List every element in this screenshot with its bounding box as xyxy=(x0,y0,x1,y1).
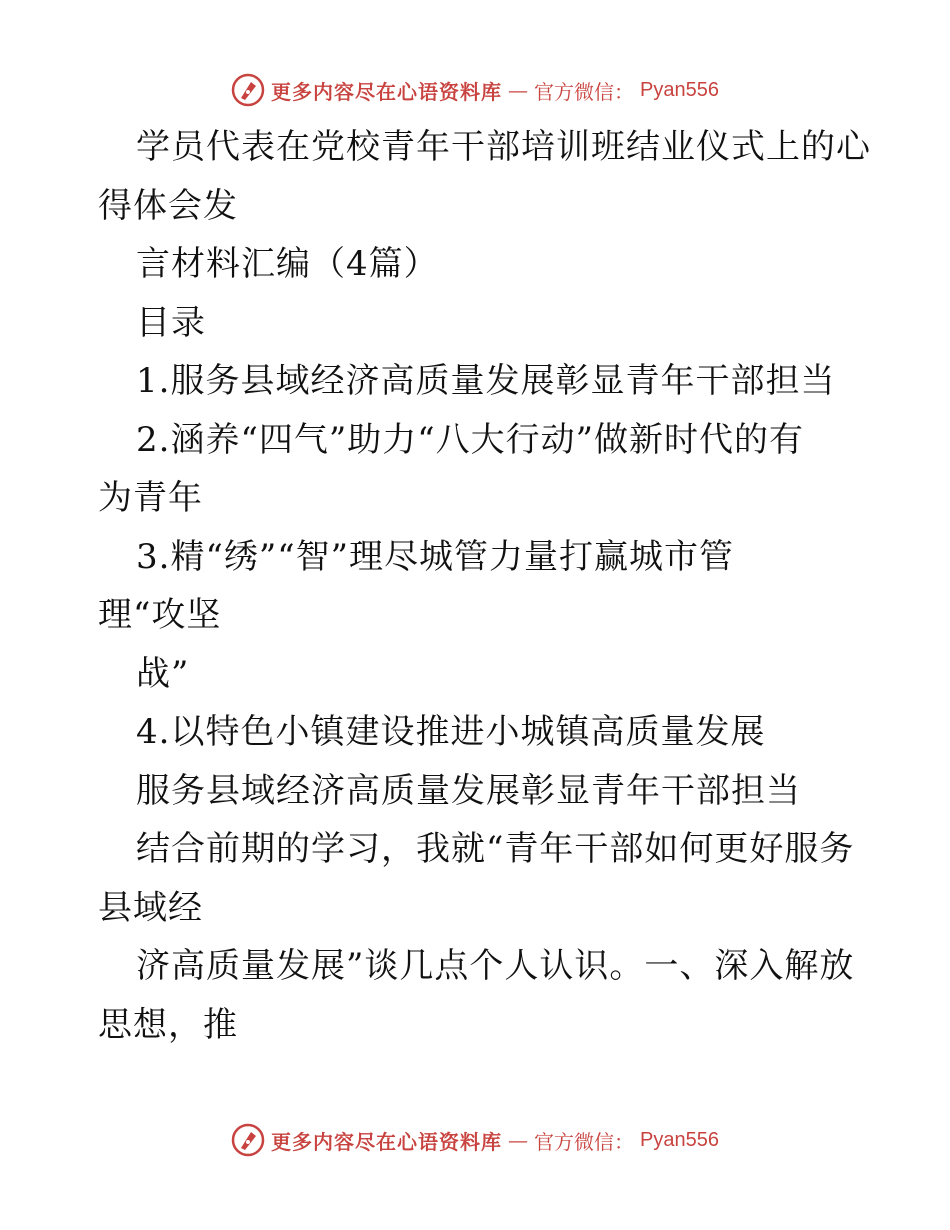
paragraph-line: 济高质量发展”谈几点个人认识。一、深入解放 xyxy=(136,946,855,986)
toc-item: 2.涵养“四气”助力“八大行动”做新时代的有 xyxy=(136,419,804,460)
paragraph-line: 县域经 xyxy=(98,887,203,928)
toc-item-continuation: 为青年 xyxy=(98,478,203,518)
text-line: 言材料汇编（4篇） xyxy=(136,244,439,284)
watermark-wechat-label: 官方微信： xyxy=(534,1129,635,1154)
paragraph-line: 结合前期的学习，我就“青年干部如何更好服务 xyxy=(136,829,855,869)
watermark-wechat-id: Pyan556 xyxy=(640,78,719,101)
toc-item: 3.精“绣”“智”理尽城管力量打赢城市管 xyxy=(136,536,734,577)
pen-nib-circle-icon xyxy=(231,73,265,107)
toc-item: 4.以特色小镇建设推进小城镇高质量发展 xyxy=(136,712,766,752)
pen-nib-circle-icon xyxy=(231,1123,265,1157)
watermark-site-name: 更多内容尽在心语资料库 xyxy=(271,79,503,104)
toc-item-continuation: 战” xyxy=(136,653,190,694)
header-watermark-banner xyxy=(0,70,950,110)
watermark-wechat-label: 官方微信： xyxy=(534,79,635,104)
watermark-dash: — xyxy=(508,78,529,102)
toc-item-continuation: 理“攻坚 xyxy=(98,595,222,635)
text-line: 得体会发 xyxy=(98,185,238,226)
section-heading: 服务县域经济高质量发展彰显青年干部担当 xyxy=(136,770,801,811)
watermark-wechat-id: Pyan556 xyxy=(640,1128,719,1151)
paragraph-line: 思想，推 xyxy=(98,1004,238,1045)
toc-heading: 目录 xyxy=(136,302,206,343)
document-body xyxy=(98,118,871,1054)
text-line: 学员代表在党校青年干部培训班结业仪式上的心 xyxy=(136,127,871,167)
watermark-dash: — xyxy=(508,1128,529,1152)
watermark-site-name: 更多内容尽在心语资料库 xyxy=(271,1129,503,1154)
toc-item: 1.服务县域经济高质量发展彰显青年干部担当 xyxy=(136,361,836,401)
footer-watermark-banner xyxy=(0,1120,950,1160)
